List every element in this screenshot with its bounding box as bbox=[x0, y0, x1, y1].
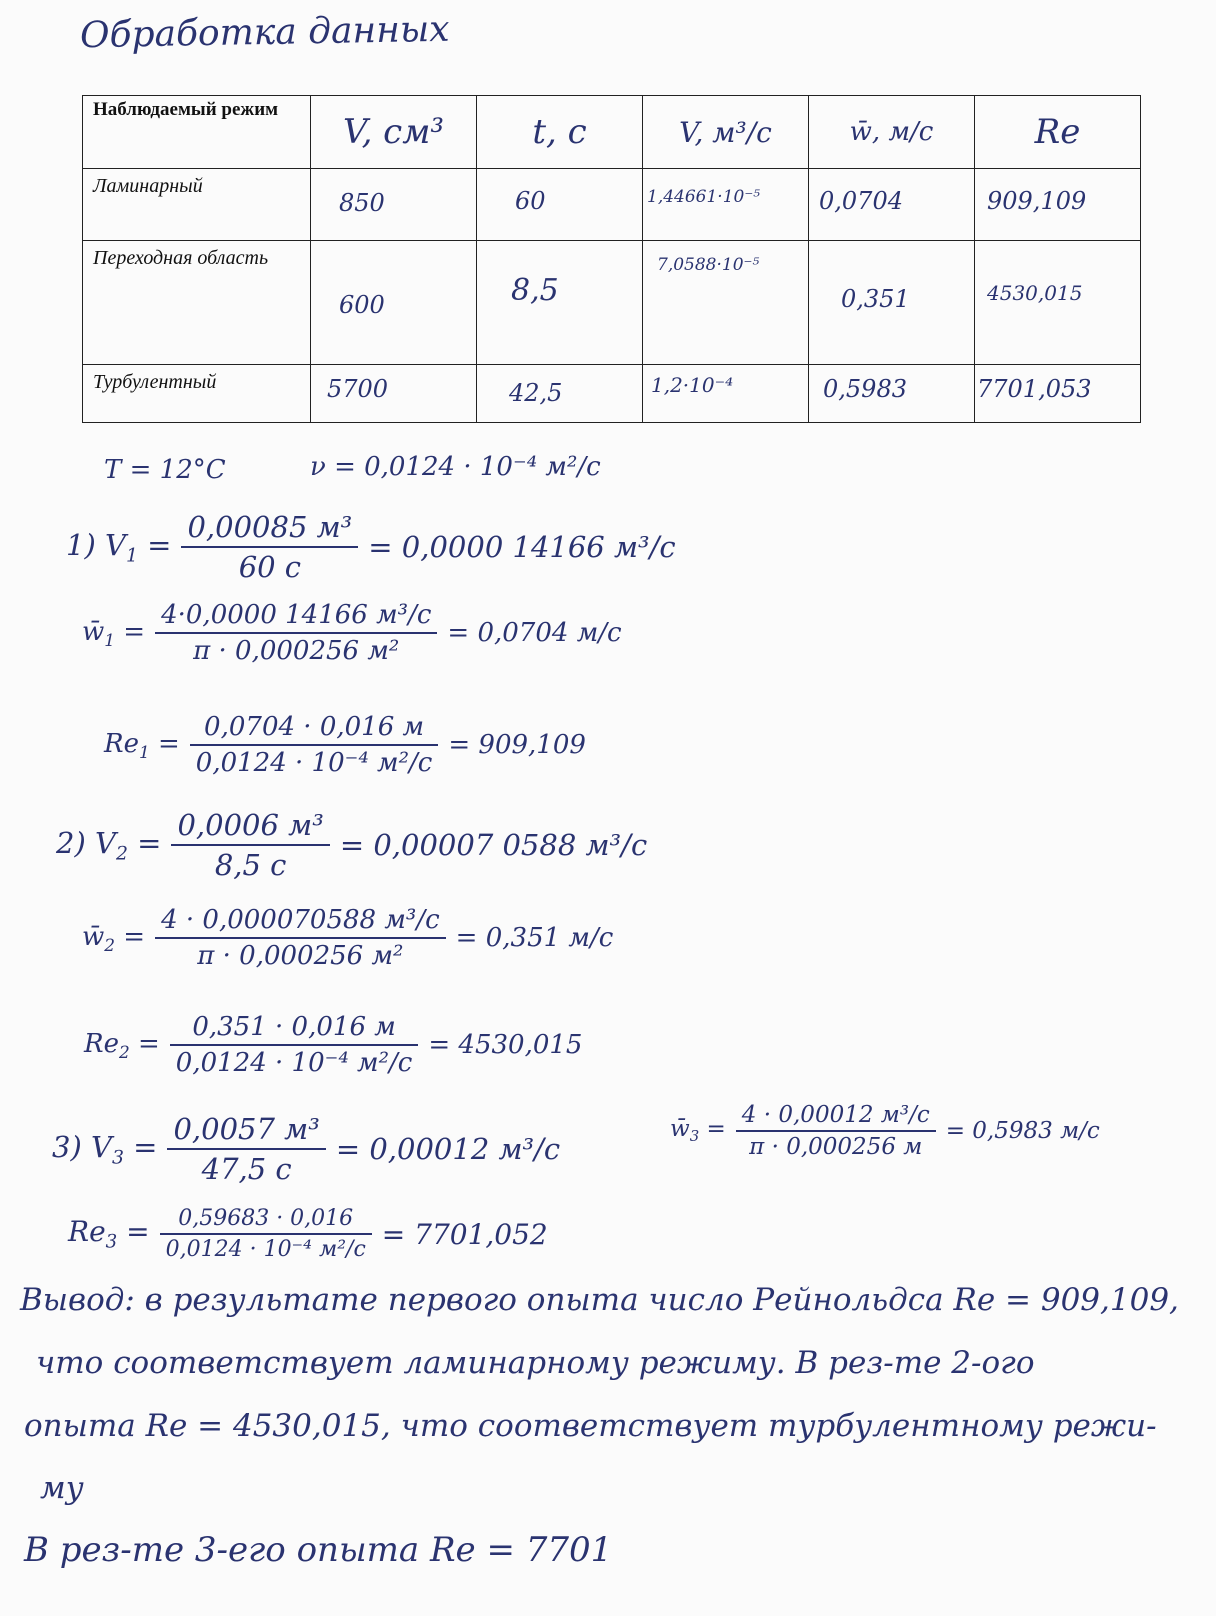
calc2-volume-formula: 2) $V_2$ = $\frac{\text{0,0006 м³}}{8,5 с}$ = 0,00007 0588 м³/с bbox=[56, 808, 648, 882]
calc3-reynolds-formula: $Re_3$ = $\frac{0,59683 \cdot 0,016}{\text{0,0124 · 10⁻⁴ м²/с}}$ = 7701,052 bbox=[68, 1206, 548, 1262]
header-cell: t, с bbox=[477, 96, 643, 169]
temperature-text: T = 12°C bbox=[104, 455, 226, 485]
conclusion-line: Вывод: в результате первого опыта число Рейнольдса Re = 909,109, bbox=[20, 1282, 1179, 1318]
calc2-velocity-formula: $w̄_2$ = $\frac{\text{4 · 0,000070588 м³/с}}{\text{π · 0,000256 м²}}$ = 0,351 м/с bbox=[82, 905, 614, 971]
table-cell: 0,351 bbox=[809, 241, 975, 365]
table-cell: Ламинарный bbox=[83, 169, 311, 241]
table-row bbox=[83, 169, 1141, 241]
calc1-volume-formula: 1) $V_1$ = $\frac{\text{0,00085 м³}}{60 с}$ = 0,0000 14166 м³/с bbox=[66, 510, 676, 584]
table-cell: 1,2·10⁻⁴ bbox=[643, 365, 809, 423]
table-cell: 0,5983 bbox=[809, 365, 975, 423]
table-cell: 60 bbox=[477, 169, 643, 241]
table-cell: 7701,053 bbox=[975, 365, 1141, 423]
calc3-velocity-formula: $w̄_3$ = $\frac{\text{4 · 0,00012 м³/с}}{\pi \cdot 0,000256 м}$ = 0,5983 м/с bbox=[670, 1102, 1100, 1160]
conclusion-line: В рез-те 3-его опыта Re = 7701 bbox=[24, 1530, 613, 1570]
table-cell: 5700 bbox=[311, 365, 477, 423]
header-cell: V, м³/с bbox=[643, 96, 809, 169]
table-header-row bbox=[83, 96, 1141, 169]
table-cell: 4530,015 bbox=[975, 241, 1141, 365]
conclusion-line: опыта Re = 4530,015, что соответствует турбулентному режи- bbox=[24, 1408, 1157, 1444]
header-cell: Наблюдаемый режим bbox=[83, 96, 311, 169]
viscosity-text: ν = 0,0124 · 10⁻⁴ м²/с bbox=[310, 452, 601, 482]
data-table bbox=[82, 95, 1141, 423]
table-cell: Турбулентный bbox=[83, 365, 311, 423]
table-cell: Переходная область bbox=[83, 241, 311, 365]
calc1-velocity-formula: $w̄_1$ = $\frac{\text{4·0,0000 14166 м³/с}}{\text{π · 0,000256 м²}}$ = 0,0704 м/с bbox=[82, 600, 622, 666]
table-cell: 1,44661·10⁻⁵ bbox=[643, 169, 809, 241]
calc2-reynolds-formula: $Re_2$ = $\frac{0,351 \cdot 0,016 м}{\text{0,0124 · 10⁻⁴ м²/с}}$ = 4530,015 bbox=[84, 1012, 583, 1078]
table-cell: 909,109 bbox=[975, 169, 1141, 241]
table-cell: 42,5 bbox=[477, 365, 643, 423]
table-cell: 850 bbox=[311, 169, 477, 241]
header-cell: Re bbox=[975, 96, 1141, 169]
header-cell: V, см³ bbox=[311, 96, 477, 169]
calc3-volume-formula: 3) $V_3$ = $\frac{\text{0,0057 м³}}{47,5 с}$ = 0,00012 м³/с bbox=[52, 1112, 561, 1186]
table-cell: 7,0588·10⁻⁵ bbox=[643, 241, 809, 365]
table-row bbox=[83, 365, 1141, 423]
table-row bbox=[83, 241, 1141, 365]
conclusion-line: му bbox=[40, 1470, 84, 1506]
table-cell: 8,5 bbox=[477, 241, 643, 365]
table-cell: 600 bbox=[311, 241, 477, 365]
calc1-reynolds-formula: $Re_1$ = $\frac{0,0704 \cdot 0,016 м}{\text{0,0124 · 10⁻⁴ м²/с}}$ = 909,109 bbox=[104, 712, 586, 778]
table-cell: 0,0704 bbox=[809, 169, 975, 241]
header-cell: w̄, м/с bbox=[809, 96, 975, 169]
page-title: Обработка данных bbox=[79, 8, 450, 57]
conclusion-line: что соответствует ламинарному режиму. В рез-те 2-ого bbox=[36, 1345, 1035, 1381]
